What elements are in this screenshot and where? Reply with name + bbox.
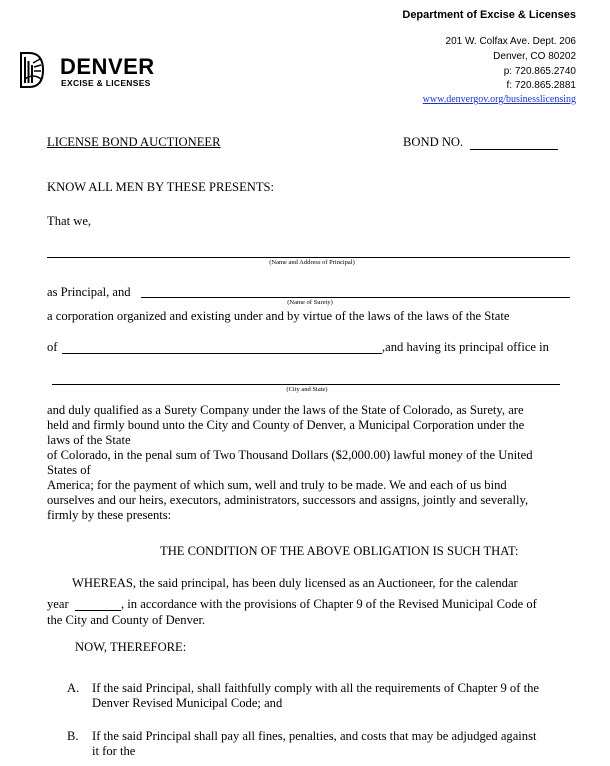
qualified-line-2: held and firmly bound unto the City and County of Denver, a Municipal Corporation under the (47, 418, 525, 432)
whereas-year-label: year (47, 597, 69, 611)
now-therefore-heading: NOW, THEREFORE: (75, 640, 187, 654)
principal-name-field[interactable] (47, 257, 570, 258)
qualified-line-8: firmly by these presents: (47, 508, 172, 522)
whereas-line-3: the City and County of Denver. (47, 613, 206, 627)
address-line-2: Denver, CO 80202 (493, 51, 576, 62)
phone-number: p: 720.865.2740 (503, 66, 576, 77)
surety-caption: (Name of Surety) (287, 299, 333, 306)
logo-subtitle: EXCISE & LICENSES (61, 78, 151, 88)
qualified-line-5: States of (47, 463, 91, 477)
bond-no-label: BOND NO. (403, 135, 464, 149)
website-link[interactable]: www.denvergov.org/businesslicensing (422, 94, 576, 105)
logo-wordmark: DENVER (60, 54, 155, 79)
that-we-text: That we, (47, 214, 92, 228)
item-b-marker: B. (67, 729, 79, 743)
qualified-line-4: of Colorado, in the penal sum of Two Thousand Dollars ($2,000.00) lawful money of the United (47, 448, 533, 462)
department-name: Department of Excise & Licenses (402, 9, 576, 21)
qualified-line-1: and duly qualified as a Surety Company under the laws of the State of Colorado, as Surety, are (47, 403, 524, 417)
document-title: LICENSE BOND AUCTIONEER (47, 135, 221, 149)
know-all-heading: KNOW ALL MEN BY THESE PRESENTS: (47, 180, 275, 194)
surety-name-field[interactable] (141, 297, 570, 298)
as-principal-text: as Principal, and (47, 285, 131, 299)
bond-no-field[interactable] (470, 149, 558, 150)
whereas-line-2: , in accordance with the provisions of Chapter 9 of the Revised Municipal Code of (121, 597, 537, 611)
qualified-line-7: ourselves and our heirs, executors, administrators, successors and assigns, jointly and severally, (47, 493, 529, 507)
item-a-line-1: If the said Principal, shall faithfully comply with all the requirements of Chapter 9 of the (92, 681, 539, 695)
item-b-line-1: If the said Principal shall pay all fines, penalties, and costs that may be adjudged against (92, 729, 537, 743)
city-state-caption: (City and State) (286, 386, 328, 393)
item-a-line-2: Denver Revised Municipal Code; and (92, 696, 283, 710)
calendar-year-field[interactable] (75, 610, 121, 611)
item-a-marker: A. (67, 681, 80, 695)
principal-caption: (Name and Address of Principal) (269, 259, 355, 266)
fax-number: f: 720.865.2881 (506, 80, 576, 91)
of-label: of (47, 340, 58, 354)
corporation-text: a corporation organized and existing under and by virtue of the laws of the laws of the State (47, 309, 510, 323)
state-field[interactable] (62, 353, 382, 354)
item-b-line-2: it for the (92, 744, 136, 758)
city-state-field[interactable] (52, 384, 560, 385)
qualified-line-6: America; for the payment of which sum, well and truly to be made. We and each of us bind (47, 478, 507, 492)
condition-heading: THE CONDITION OF THE ABOVE OBLIGATION IS SUCH THAT: (160, 544, 519, 558)
qualified-line-3: laws of the State (47, 433, 131, 447)
whereas-line-1: WHEREAS, the said principal, has been duly licensed as an Auctioneer, for the calendar (72, 576, 518, 590)
address-line-1: 201 W. Colfax Ave. Dept. 206 (445, 36, 576, 47)
qualified-paragraph (47, 403, 574, 523)
principal-office-text: ,and having its principal office in (382, 340, 549, 354)
denver-skyline-logo-icon (19, 51, 45, 89)
